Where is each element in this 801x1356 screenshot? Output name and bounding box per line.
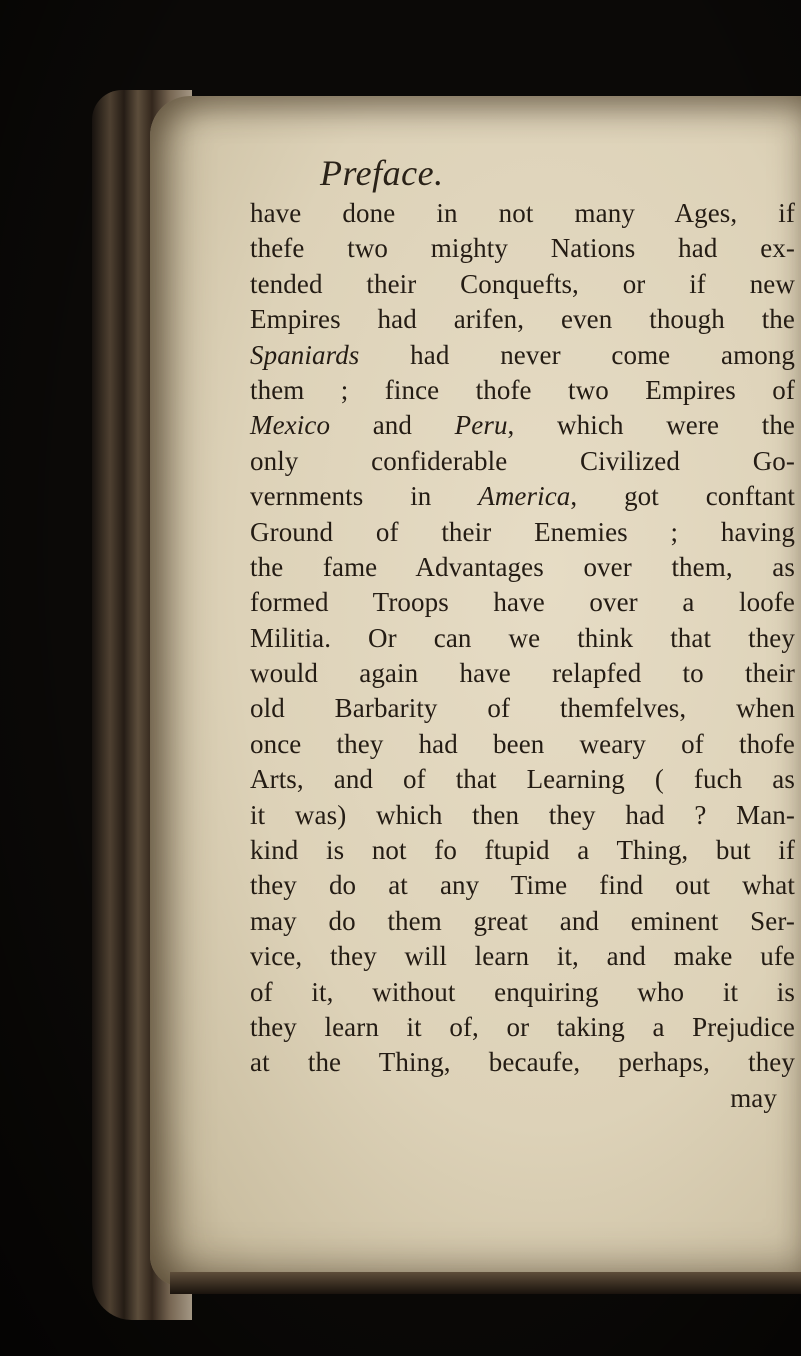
text-line: Militia. Or can we think that they	[250, 622, 795, 653]
text-line: they do at any Time find out what	[250, 870, 795, 901]
text-line: would again have relapfed to their	[250, 658, 795, 689]
text-line: vice, they will learn it, and make ufe	[250, 941, 795, 972]
running-header: Preface.	[320, 153, 444, 193]
text-line: Spaniards had never come among	[250, 339, 795, 370]
page-edge-shadow	[170, 1272, 801, 1294]
text-line: Mexico and Peru, which were the	[250, 410, 796, 441]
text-line: formed Troops have over a loofe	[250, 587, 795, 618]
text-line: only confiderable Civilized Go-	[250, 445, 795, 476]
text-line: kind is not fo ftupid a Thing, but if	[250, 835, 795, 866]
catchword: may	[730, 1082, 777, 1113]
text-line: old Barbarity of themfelves, when	[250, 693, 795, 724]
text-line: once they had been weary of thofe	[250, 728, 795, 759]
text-line: at the Thing, becaufe, perhaps, they	[250, 1047, 795, 1078]
text-line: Ground of their Enemies ; having	[250, 516, 795, 547]
text-line: thefe two mighty Nations had ex-	[250, 233, 795, 264]
text-line: have done in not many Ages, if	[250, 198, 795, 228]
text-line: Arts, and of that Learning ( fuch as	[250, 764, 795, 795]
text-line: tended their Conquefts, or if new	[250, 268, 795, 299]
body-text	[250, 196, 795, 1116]
text-line: it was) which then they had ? Man-	[250, 799, 795, 830]
text-line: vernments in America, got conftant	[250, 481, 795, 512]
text-line: of it, without enquiring who it is	[250, 976, 795, 1007]
text-line: may do them great and eminent Ser-	[250, 905, 795, 936]
text-line: they learn it of, or taking a Prejudice	[250, 1011, 795, 1042]
text-line: them ; fince thofe two Empires of	[250, 374, 795, 405]
text-line: the fame Advantages over them, as	[250, 551, 795, 582]
text-line: Empires had arifen, even though the	[250, 304, 795, 335]
